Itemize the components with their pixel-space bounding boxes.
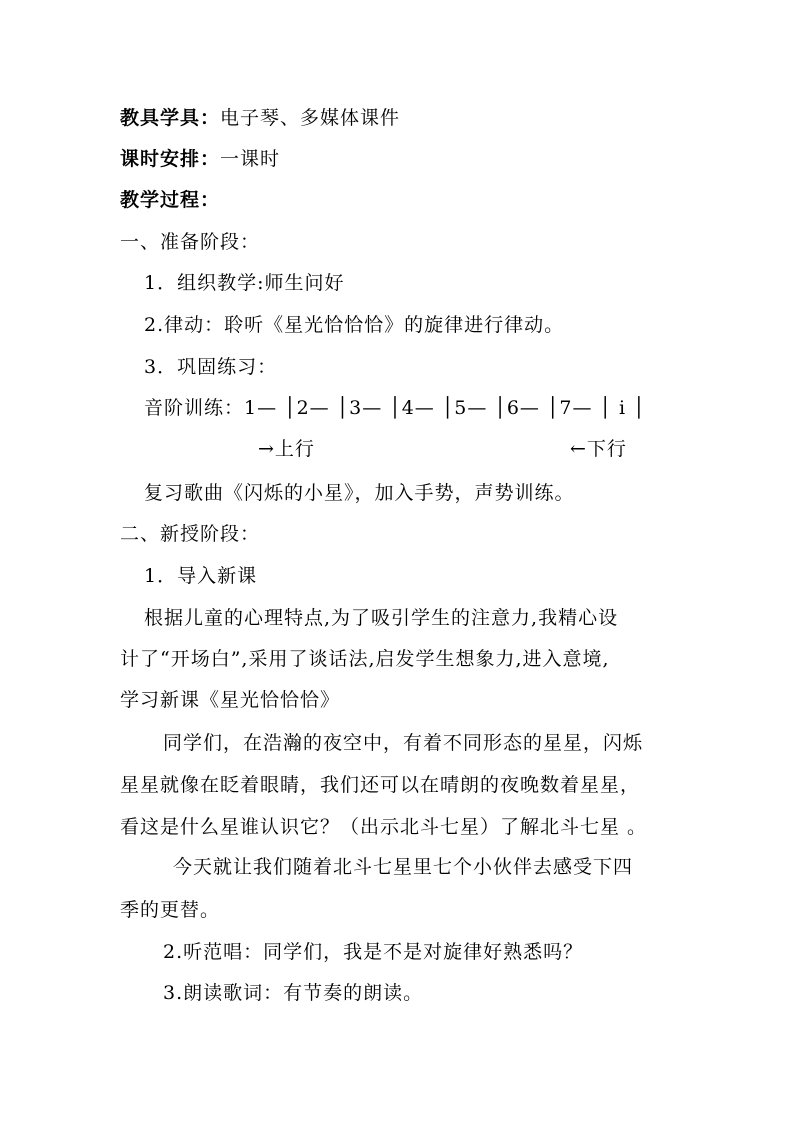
today-paragraph-line1: 今天就让我们随着北斗七星里七个小伙伴去感受下四 (173, 856, 634, 878)
intro-paragraph-line3: 学习新课《星光恰恰恰》 (120, 689, 341, 711)
schedule-value: 一课时 (220, 148, 281, 170)
materials-value: 电子琴、多媒体课件 (220, 107, 401, 129)
intro-paragraph-line1: 根据儿童的心理特点,为了吸引学生的注意力,我精心设 (144, 607, 619, 629)
dialogue-paragraph-line1: 同学们，在浩瀚的夜空中，有着不同形态的星星，闪烁 (163, 732, 644, 754)
section1-item1: 1．组织教学:师生问好 (144, 272, 345, 294)
schedule-line (120, 147, 280, 171)
section1-item3: 3．巩固练习： (144, 356, 278, 378)
process-heading: 教学过程： (120, 189, 221, 211)
dialogue-paragraph-line3: 看这是什么星谁认识它？（出示北斗七星）了解北斗七星 。 (120, 816, 648, 838)
materials-line (120, 106, 400, 130)
schedule-label: 课时安排： (120, 148, 221, 170)
song-review: 复习歌曲《闪烁的小星》，加入手势，声势训练。 (144, 482, 575, 504)
section2-item1: 1．导入新课 (144, 565, 258, 587)
section2-item2: 2.听范唱：同学们，我是不是对旋律好熟悉吗？ (163, 941, 584, 963)
dialogue-paragraph-line2: 星星就像在眨着眼睛，我们还可以在晴朗的夜晚数着星星， (120, 774, 641, 796)
materials-label: 教具学具： (120, 107, 221, 129)
intro-paragraph-line2: 计了“开场白”,采用了谈话法,启发学生想象力,进入意境, (120, 648, 610, 670)
section1-item2: 2.律动：聆听《星光恰恰恰》的旋律进行律动。 (144, 314, 565, 336)
section1-title: 一、准备阶段： (120, 231, 261, 253)
section2-title: 二、新授阶段： (120, 523, 261, 545)
section2-item3: 3.朗读歌词：有节奏的朗读。 (163, 982, 424, 1004)
today-paragraph-line2: 季的更替。 (120, 899, 221, 921)
scale-training: 音阶训练：1— │2— │3— │4— │5— │6— │7— │ i │ (144, 397, 646, 419)
ascending-label: →上行 (258, 438, 315, 460)
descending-label: ←下行 (570, 438, 627, 460)
